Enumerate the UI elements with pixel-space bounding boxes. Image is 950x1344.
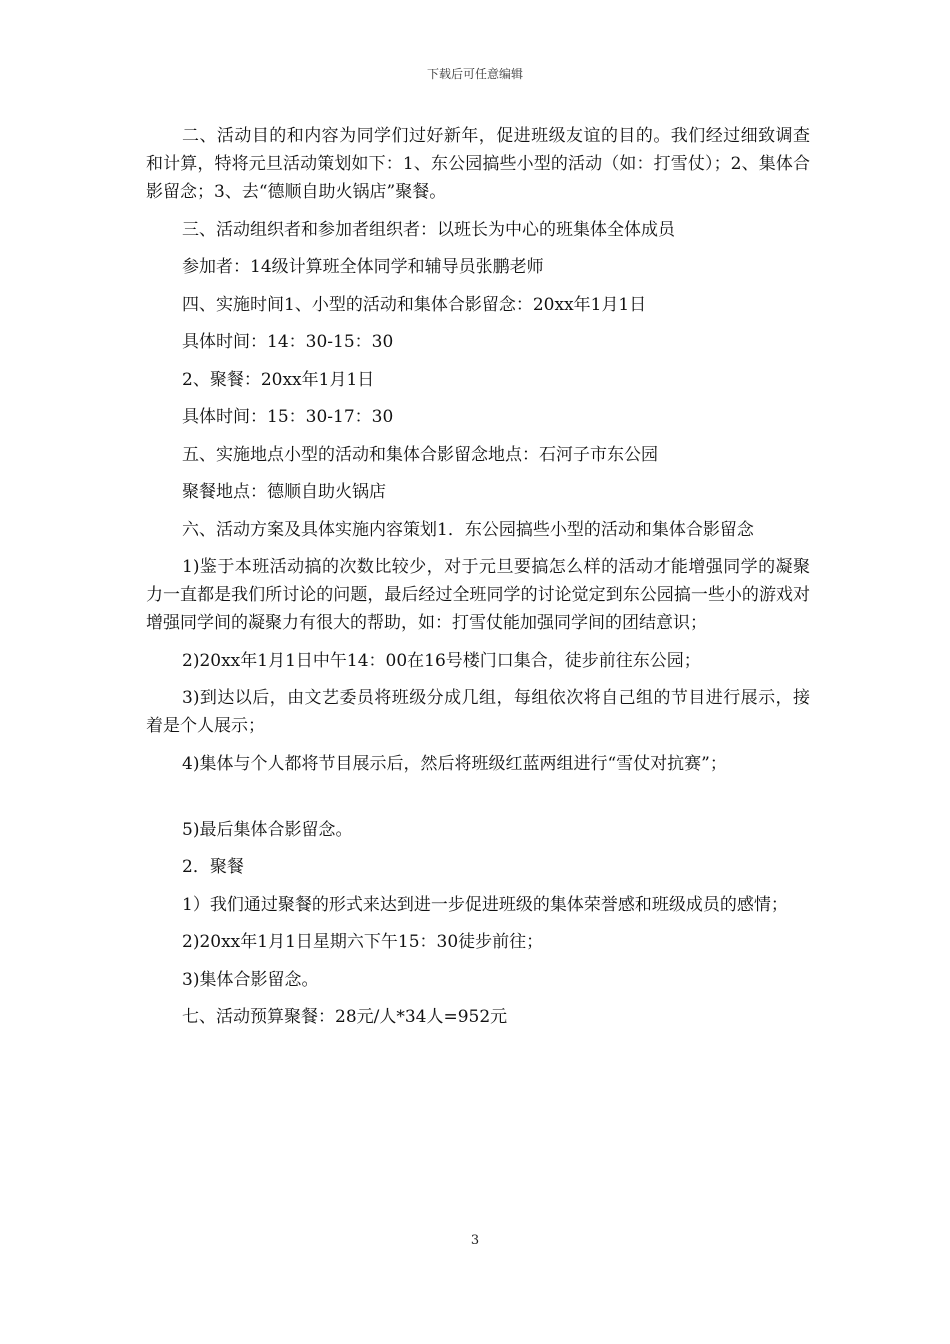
page-header: 下载后可任意编辑 (426, 67, 523, 81)
paragraph-budget: 七、活动预算聚餐：28元/人*34人=952元 (182, 1007, 508, 1027)
paragraph-dinner-location: 聚餐地点：德顺自助火锅店 (182, 482, 386, 502)
paragraph-dinner-item-2: 2)20xx年1月1日星期六下午15：30徒步前往； (182, 932, 544, 952)
paragraph-location: 五、实施地点小型的活动和集体合影留念地点：石河子市东公园 (182, 444, 658, 465)
paragraph-plan-item-5: 5)最后集体合影留念。 (182, 819, 353, 840)
paragraph-participants: 参加者：14级计算班全体同学和辅导员张鹏老师 (182, 257, 544, 277)
paragraph-plan-item-2: 2)20xx年1月1日中午14：00在16号楼门口集合，徒步前往东公园； (182, 650, 701, 671)
paragraph-plan-heading: 六、活动方案及具体实施内容策划1．东公园搞些小型的活动和集体合影留念 (182, 519, 754, 540)
paragraph-dinner-item-3: 3)集体合影留念。 (182, 969, 319, 990)
paragraph-organizers: 三、活动组织者和参加者组织者：以班长为中心的班集体全体成员 (182, 219, 675, 240)
paragraph-dinner-heading: 2．聚餐 (182, 857, 244, 877)
paragraph-time-activity: 具体时间：14：30-15：30 (182, 332, 394, 352)
paragraph-dinner-date: 2、聚餐：20xx年1月1日 (182, 369, 375, 390)
paragraph-plan-item-4: 4)集体与个人都将节目展示后，然后将班级红蓝两组进行“雪仗对抗赛”； (182, 753, 727, 774)
paragraph-time-dinner: 具体时间：15：30-17：30 (182, 407, 394, 427)
paragraph-purpose: 二、活动目的和内容为同学们过好新年，促进班级友谊的目的。我们经过细致调查和计算，特将元旦活动策划如下：1、东公园搞些小型的活动（如：打雪仗）；2、集体合影留念；3、去“德顺自助火锅店”聚餐。 (146, 126, 810, 202)
paragraph-time-heading: 四、实施时间1、小型的活动和集体合影留念：20xx年1月1日 (182, 294, 647, 315)
paragraph-plan-item-3: 3)到达以后，由文艺委员将班级分成几组，每组依次将自己组的节目进行展示，接着是个人展示； (146, 688, 810, 736)
paragraph-plan-item-1: 1)鉴于本班活动搞的次数比较少，对于元旦要搞怎么样的活动才能增强同学的凝聚力一直都是我们所讨论的问题，最后经过全班同学的讨论觉定到东公园搞一些小的游戏对增强同学间的凝聚力有很大的帮助，如：打雪仗能加强同学间的团结意识； (146, 557, 810, 633)
page-number: 3 (470, 1233, 480, 1248)
paragraph-dinner-item-1: 1）我们通过聚餐的形式来达到进一步促进班级的集体荣誉感和班级成员的感情； (182, 894, 788, 915)
document-body (146, 122, 810, 1041)
